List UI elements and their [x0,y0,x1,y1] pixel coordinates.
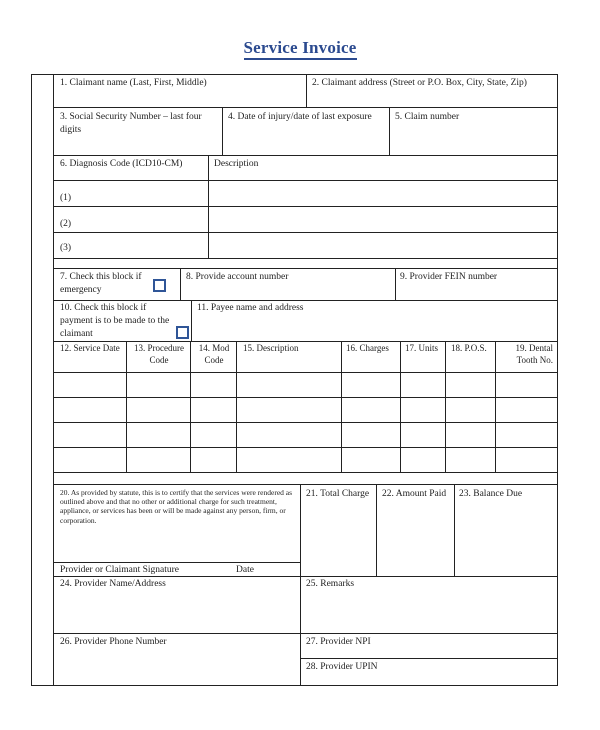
row-line [53,484,558,485]
field-signature-date[interactable]: Date [236,565,254,575]
col-mod-code: 14. Mod Code [198,343,230,365]
diagnosis-row-1[interactable]: (1) [60,193,72,203]
row-line [53,372,558,373]
col-procedure-code: 13. Procedure Code [134,343,184,365]
col-description: 15. Description [243,343,299,353]
field-ssn[interactable]: 3. Social Security Number – last four digits [60,112,202,135]
row-line [53,258,558,259]
row-line [53,633,558,634]
col-dental-tooth: 19. Dental Tooth No. [515,343,553,365]
field-payee-name-address[interactable]: 11. Payee name and address [197,303,304,313]
col-pos: 18. P.O.S. [451,343,487,353]
row-line [53,447,558,448]
frame-left-outer [31,74,32,686]
diagnosis-row-2[interactable]: (2) [60,219,72,229]
emergency-checkbox[interactable] [153,279,166,292]
frame-bottom [31,685,558,686]
field-amount-paid[interactable]: 22. Amount Paid [382,489,447,499]
field-diagnosis-code[interactable]: 6. Diagnosis Code (ICD10-CM) [60,159,183,169]
col-line [454,484,455,577]
row-line [53,397,558,398]
field-diagnosis-description[interactable]: Description [214,159,259,169]
field-provider-name-address[interactable]: 24. Provider Name/Address [60,579,166,589]
col-line [376,484,377,577]
frame-right [557,74,558,686]
field-pay-claimant: 10. Check this block if payment is to be made to the claimant [60,303,170,339]
field-provider-fein[interactable]: 9. Provider FEIN number [400,272,498,282]
col-line [126,341,127,473]
field-signature[interactable]: Provider or Claimant Signature [60,565,179,575]
col-line [236,341,237,473]
row-line [53,422,558,423]
field-provider-upin[interactable]: 28. Provider UPIN [306,662,378,672]
col-line [191,300,192,342]
field-account-number[interactable]: 8. Provide account number [186,272,289,282]
col-line [306,74,307,108]
row-line [300,658,558,659]
row-line [53,268,558,269]
row-line [53,180,558,181]
row-line [53,206,558,207]
page-title [0,38,600,58]
col-line [190,341,191,473]
row-line [53,300,558,301]
frame-top [31,74,558,75]
row-line [53,232,558,233]
row-line [53,562,300,563]
col-line [395,268,396,301]
col-units: 17. Units [405,343,439,353]
field-date-of-injury[interactable]: 4. Date of injury/date of last exposure [228,112,372,122]
field-provider-phone[interactable]: 26. Provider Phone Number [60,637,167,647]
col-line [180,268,181,301]
field-claim-number[interactable]: 5. Claim number [395,112,460,122]
field-total-charge[interactable]: 21. Total Charge [306,489,370,499]
field-claimant-name[interactable]: 1. Claimant name (Last, First, Middle) [60,78,207,88]
field-claimant-address[interactable]: 2. Claimant address (Street or P.O. Box, City, State, Zip) [312,78,527,88]
certification-statement: 20. As provided by statute, this is to certify that the services were rendered as outlined above and that no other or additional charge for such treatment, appliance, or services has been or will be made against any person, firm, or corporation. [60,488,293,525]
field-balance-due[interactable]: 23. Balance Due [459,489,523,499]
diagnosis-row-3[interactable]: (3) [60,243,72,253]
col-service-date: 12. Service Date [60,343,120,353]
col-line [222,107,223,156]
field-emergency: 7. Check this block if emergency [60,272,142,295]
row-line [53,155,558,156]
pay-claimant-checkbox[interactable] [176,326,189,339]
frame-left-inner [53,74,54,686]
col-line [445,341,446,473]
col-line [400,341,401,473]
field-provider-npi[interactable]: 27. Provider NPI [306,637,371,647]
page-title-text: Service Invoice [244,38,357,60]
col-line [208,155,209,259]
col-line [300,484,301,686]
col-line [341,341,342,473]
row-line [53,472,558,473]
col-line [389,107,390,156]
col-charges: 16. Charges [346,343,389,353]
field-remarks[interactable]: 25. Remarks [306,579,355,589]
col-line [495,341,496,473]
